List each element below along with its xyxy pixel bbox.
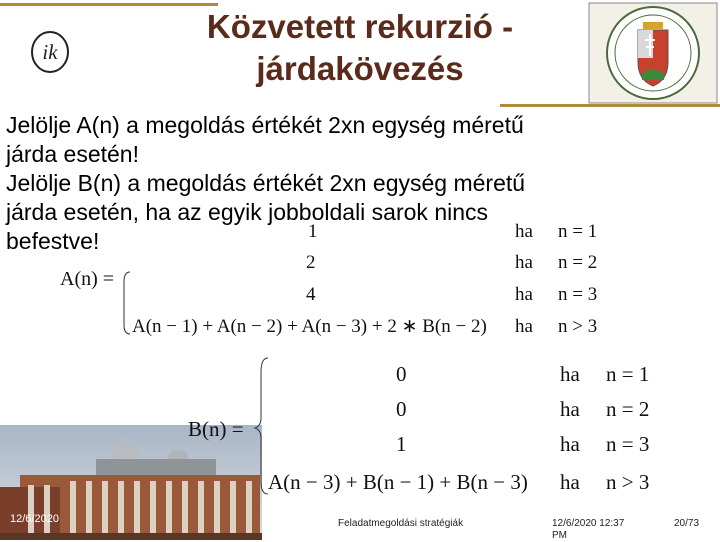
formula-b-value-3: 1 — [396, 432, 407, 456]
footer-datetime — [552, 518, 624, 542]
footer-datetime-line-1: 12/6/2020 12:37 — [552, 518, 625, 529]
title-line-2: járdakövezés — [256, 50, 464, 87]
formula-b-value-2: 0 — [396, 397, 407, 421]
ik-logo-icon — [28, 28, 72, 76]
body-line-2: járda esetén! — [6, 141, 139, 167]
formula-a — [0, 210, 720, 345]
formula-a-value-4: A(n − 1) + A(n − 2) + A(n − 3) + 2 ∗ B(n − 2) — [132, 316, 487, 337]
formula-b-cond-2: ha — [560, 397, 580, 421]
formula-a-n-4: n > 3 — [558, 316, 598, 337]
body-line-1: Jelölje A(n) a megoldás értékét 2xn egység méretű — [6, 112, 524, 138]
formula-a-value-1: 1 — [308, 221, 318, 242]
formula-b-n-4: n > 3 — [606, 470, 650, 494]
formula-b-n-2: n = 2 — [606, 397, 650, 421]
page-number: 20/73 — [674, 518, 700, 529]
formula-b-cond-4: ha — [560, 470, 580, 494]
formula-b-lhs: B(n) = — [188, 417, 244, 441]
logo-text: ik — [42, 40, 58, 64]
footer-datetime-line-2: PM — [552, 530, 567, 541]
body-line-4: járda esetén, ha az egyik jobboldali sarok nincs — [6, 199, 489, 225]
formula-b-cond-3: ha — [560, 432, 580, 456]
footer-title: Feladatmegoldási stratégiák — [338, 518, 464, 529]
formula-b-value-1: 0 — [396, 362, 407, 386]
formula-a-value-2: 2 — [306, 252, 316, 273]
formula-a-lhs: A(n) = — [60, 268, 115, 290]
formula-b-cond-1: ha — [560, 362, 580, 386]
university-seal-icon — [588, 2, 718, 104]
slide-title — [150, 6, 570, 90]
formula-b — [0, 350, 720, 500]
title-line-1: Közvetett rekurzió - — [206, 8, 514, 45]
formula-b-value-4: A(n − 3) + B(n − 1) + B(n − 3) — [268, 470, 528, 494]
formula-a-cond-4: ha — [515, 316, 533, 337]
body-line-3: Jelölje B(n) a megoldás értékét 2xn egység méretű — [6, 170, 526, 196]
footer-date-left: 12/6/2020 — [10, 513, 59, 525]
formula-a-cond-1: ha — [515, 221, 533, 242]
formula-b-n-3: n = 3 — [606, 432, 650, 456]
formula-a-n-2: n = 2 — [558, 252, 598, 273]
formula-a-value-3: 4 — [306, 284, 316, 305]
formula-a-cond-3: ha — [515, 284, 533, 305]
formula-a-cond-2: ha — [515, 252, 533, 273]
title-accent-line — [500, 104, 720, 107]
formula-b-n-1: n = 1 — [606, 362, 650, 386]
body-line-5: befestve! — [6, 228, 100, 254]
formula-a-n-3: n = 3 — [558, 284, 598, 305]
formula-a-n-1: n = 1 — [558, 221, 598, 242]
